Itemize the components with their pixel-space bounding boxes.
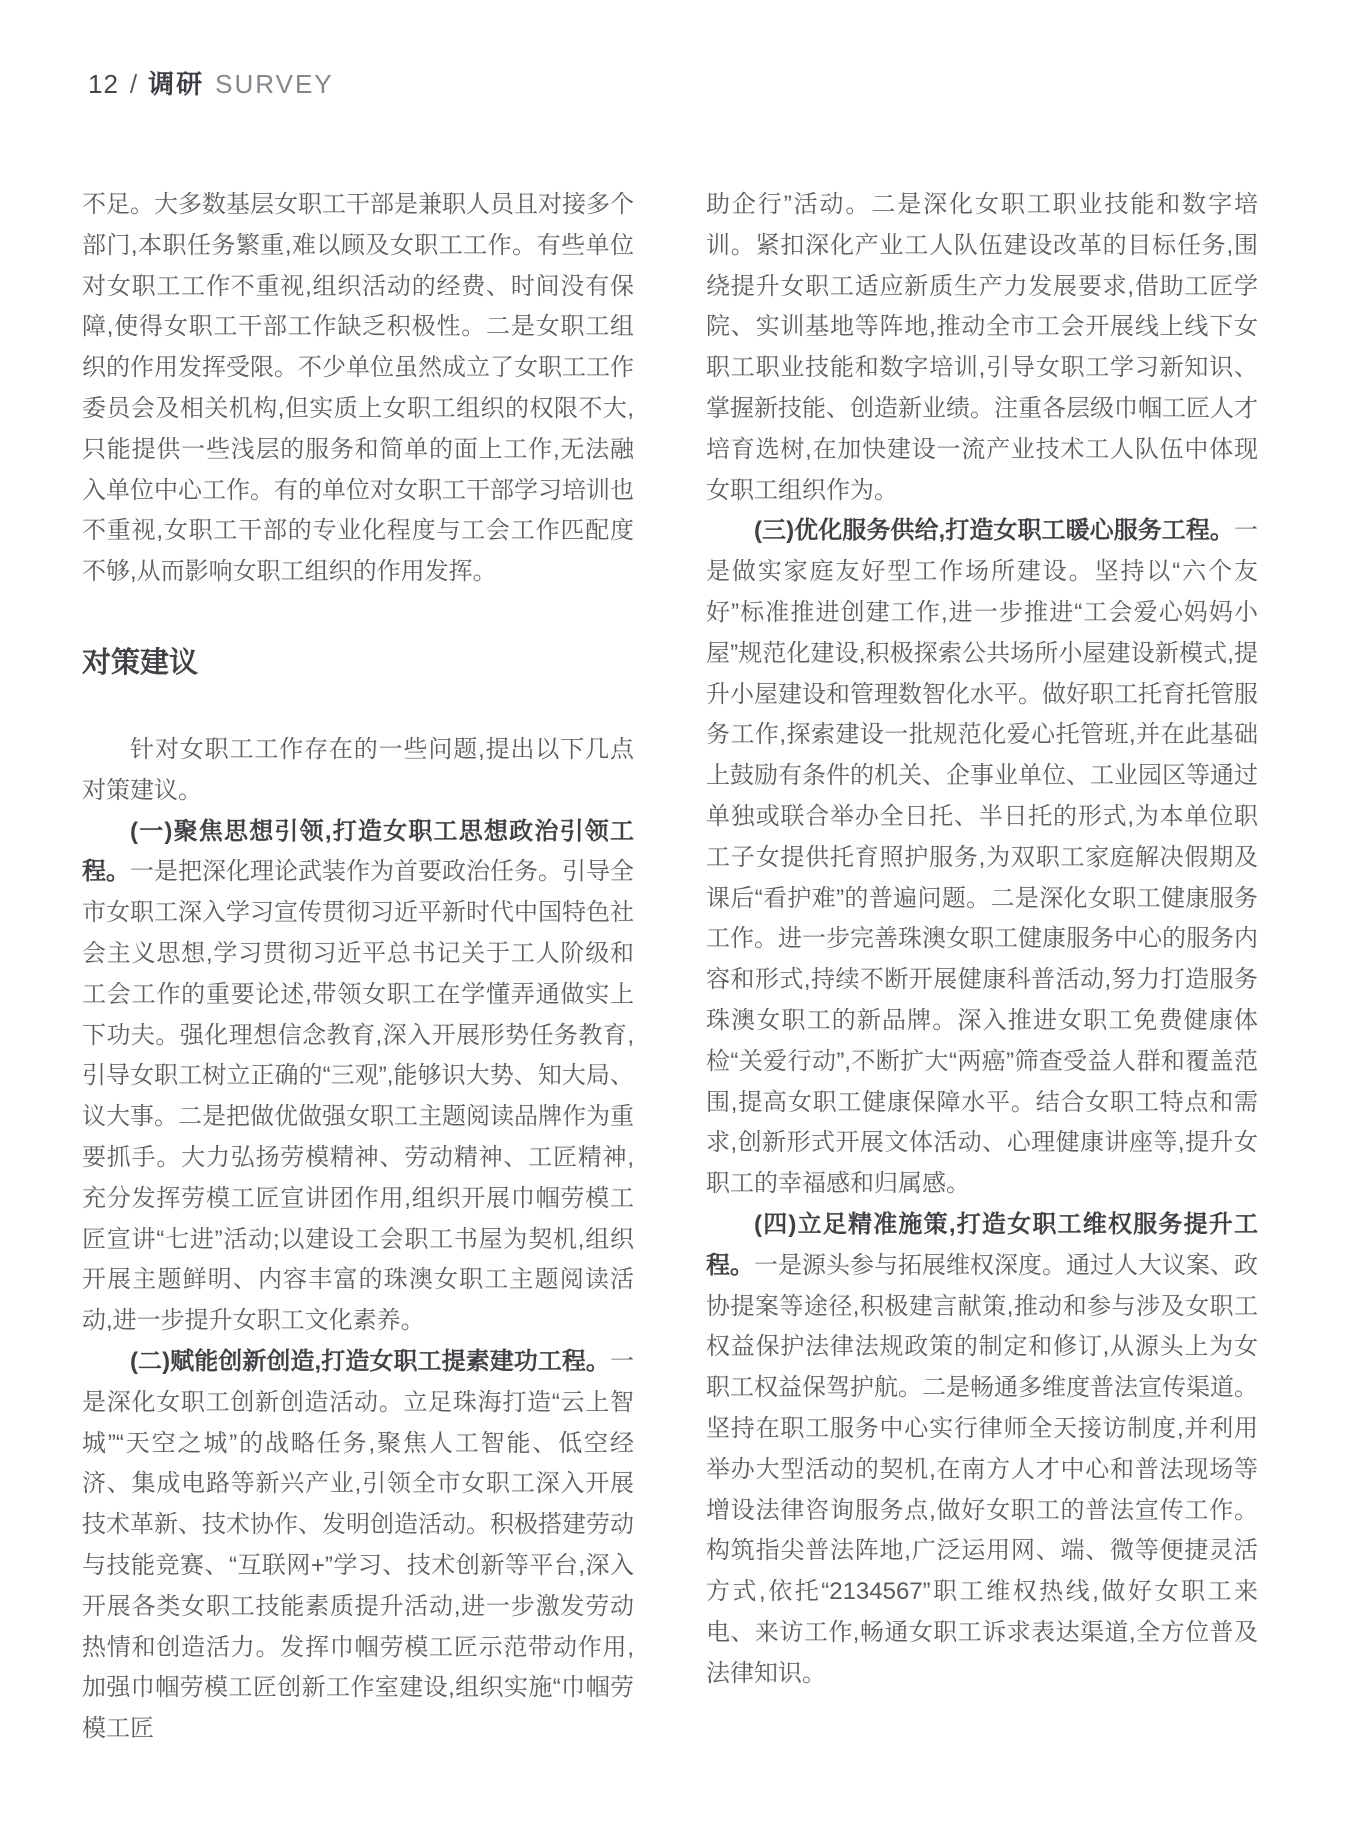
paragraph-lead: (一)聚焦思想引领,打造女职工思想政治引领工程。 (82, 817, 634, 886)
paragraph-text: 一是深化女职工创新创造活动。立足珠海打造“云上智城”“天空之城”的战略任务,聚焦人工智能、低空经济、集成电路等新兴产业,引领全市女职工深入开展技术革新、技术协作、发明创造活动。积极搭建劳动与技能竞赛、“互联网+”学习、技术创新等平台,深入开展各类女职工技能素质提升活动,进一步激发劳动热情和创造活力。发挥巾帼劳模工匠示范带动作用,加强巾帼劳模工匠创新工作室建设,组织实施“巾帼劳模工匠 (82, 1347, 634, 1743)
page-number: 12 (88, 69, 119, 99)
section-heading: 对策建议 (82, 646, 199, 679)
paragraph (82, 185, 634, 593)
paragraph-text: 一是源头参与拓展维权深度。通过人大议案、政协提案等途径,积极建言献策,推动和参与涉及女职工权益保护法律法规政策的制定和修订,从源头上为女职工权益保驾护航。二是畅通多维度普法宣传渠道。坚持在职工服务中心实行律师全天接访制度,并利用举办大型活动的契机,在南方人才中心和普法现场等增设法律咨询服务点,做好女职工的普法宣传工作。构筑指尖普法阵地,广泛运用网、端、微等便捷灵活方式,依托“2134567”职工维权热线,做好女职工来电、来访工作,畅通女职工诉求表达渠道,全方位普及法律知识。 (706, 1251, 1258, 1687)
right-column (706, 185, 1258, 1694)
paragraph-text: 针对女职工工作存在的一些问题,提出以下几点对策建议。 (82, 735, 634, 804)
paragraph-lead: (二)赋能创新创造,打造女职工提素建功工程。 (130, 1347, 610, 1375)
paragraph (82, 1342, 634, 1750)
section-title-en: SURVEY (215, 69, 334, 99)
paragraph (706, 511, 1258, 1205)
paragraph (706, 185, 1258, 511)
section-title-cn: 调研 (148, 69, 205, 99)
paragraph-text: 助企行”活动。二是深化女职工职业技能和数字培训。紧扣深化产业工人队伍建设改革的目标任务,围绕提升女职工适应新质生产力发展要求,借助工匠学院、实训基地等阵地,推动全市工会开展线上线下女职工职业技能和数字培训,引导女职工学习新知识、掌握新技能、创造新业绩。注重各层级巾帼工匠人才培育选树,在加快建设一流产业技术工人队伍中体现女职工组织作为。 (706, 191, 1258, 504)
paragraph-text: 一是做实家庭友好型工作场所建设。坚持以“六个友好”标准推进创建工作,进一步推进“工会爱心妈妈小屋”规范化建设,积极探索公共场所小屋建设新模式,提升小屋建设和管理数智化水平。做好职工托育托管服务工作,探索建设一批规范化爱心托管班,并在此基础上鼓励有条件的机关、企事业单位、工业园区等通过单独或联合举办全日托、半日托的形式,为本单位职工子女提供托育照护服务,为双职工家庭解决假期及课后“看护难”的普遍问题。二是深化女职工健康服务工作。进一步完善珠澳女职工健康服务中心的服务内容和形式,持续不断开展健康科普活动,努力打造服务珠澳女职工的新品牌。深入推进女职工免费健康体检“关爱行动”,不断扩大“两癌”筛查受益人群和覆盖范围,提高女职工健康保障水平。结合女职工特点和需求,创新形式开展文体活动、心理健康讲座等,提升女职工的幸福感和归属感。 (706, 517, 1258, 1198)
paragraph (82, 730, 634, 812)
paragraph-text: 不足。大多数基层女职工干部是兼职人员且对接多个部门,本职任务繁重,难以顾及女职工工作。有些单位对女职工工作不重视,组织活动的经费、时间没有保障,使得女职工干部工作缺乏积极性。二是女职工组织的作用发挥受限。不少单位虽然成立了女职工工作委员会及相关机构,但实质上女职工组织的权限不大,只能提供一些浅层的服务和简单的面上工作,无法融入单位中心工作。有的单位对女职工干部学习培训也不重视,女职工干部的专业化程度与工会工作匹配度不够,从而影响女职工组织的作用发挥。 (82, 191, 634, 586)
paragraph-text: 一是把深化理论武装作为首要政治任务。引导全市女职工深入学习宣传贯彻习近平新时代中国特色社会主义思想,学习贯彻习近平总书记关于工人阶级和工会工作的重要论述,带领女职工在学懂弄通做实上下功夫。强化理想信念教育,深入开展形势任务教育,引导女职工树立正确的“三观”,能够识大势、知大局、议大事。二是把做优做强女职工主题阅读品牌作为重要抓手。大力弘扬劳模精神、劳动精神、工匠精神,充分发挥劳模工匠宣讲团作用,组织开展巾帼劳模工匠宣讲“七进”活动;以建设工会职工书屋为契机,组织开展主题鲜明、内容丰富的珠澳女职工主题阅读活动,进一步提升女职工文化素养。 (82, 858, 634, 1335)
paragraph-lead: (四)立足精准施策,打造女职工维权服务提升工程。 (706, 1210, 1258, 1279)
left-column (82, 185, 634, 1750)
paragraph-lead: (三)优化服务供给,打造女职工暖心服务工程。 (754, 517, 1234, 545)
header-separator: / (129, 69, 138, 99)
page-header (88, 64, 334, 101)
paragraph (82, 812, 634, 1342)
paragraph (706, 1205, 1258, 1695)
